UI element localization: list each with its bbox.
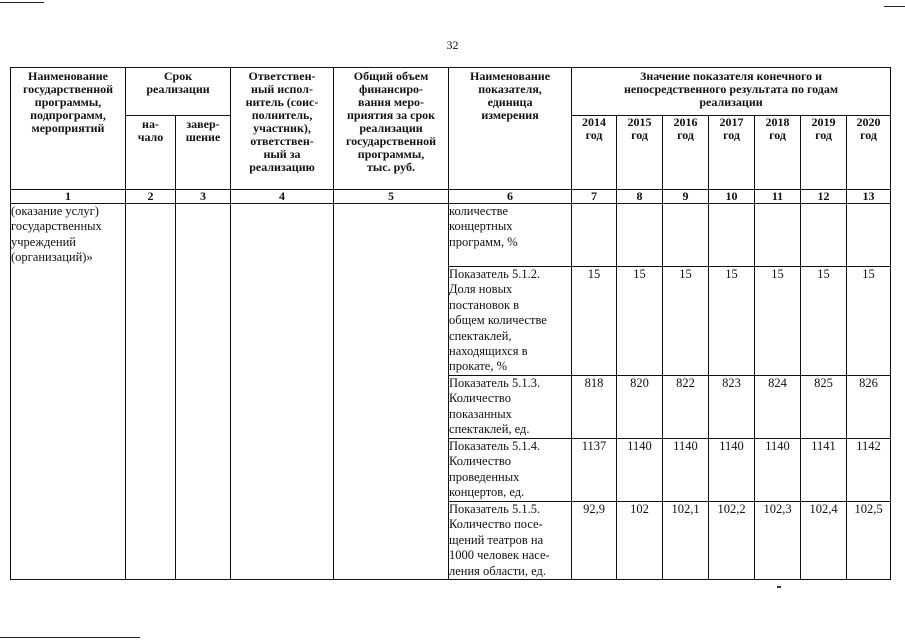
- text-line: Показатель 5.1.4.: [449, 439, 541, 453]
- value-cell: 15: [572, 267, 617, 376]
- header-year: 2014 год: [572, 116, 617, 190]
- column-number: 5: [334, 190, 449, 204]
- value-cell: 1140: [709, 439, 755, 502]
- column-number: 3: [176, 190, 231, 204]
- text-line: финансиро-: [359, 82, 423, 96]
- text-line: государственной: [345, 134, 437, 148]
- text-line: единица: [487, 95, 533, 109]
- indicator-cell: [449, 267, 572, 376]
- header-values-by-year: [572, 68, 891, 116]
- program-name-cell: [11, 204, 126, 580]
- text-line: Общий объем: [353, 69, 429, 83]
- column-number: 8: [617, 190, 663, 204]
- value-cell: 15: [617, 267, 663, 376]
- column-number: 2: [126, 190, 176, 204]
- value-cell: 1142: [847, 439, 891, 502]
- value-cell: 15: [755, 267, 801, 376]
- value-cell: 826: [847, 376, 891, 439]
- column-number: 10: [709, 190, 755, 204]
- value-cell: 15: [801, 267, 847, 376]
- value-cell: 92,9: [572, 502, 617, 580]
- value-cell: [709, 204, 755, 267]
- scan-mark: [777, 586, 781, 588]
- text-line: Показатель 5.1.3.: [449, 376, 541, 390]
- text-line: государственной: [22, 82, 114, 96]
- text-line: ления области, ед.: [449, 563, 546, 578]
- text-line: тыс. руб.: [367, 160, 415, 174]
- text-line: спектаклей,: [449, 328, 512, 343]
- text-line: шение: [185, 130, 221, 144]
- column-number-row: [11, 190, 891, 204]
- value-cell: 820: [617, 376, 663, 439]
- funding-cell: [334, 204, 449, 580]
- column-number: 11: [755, 190, 801, 204]
- value-cell: [847, 204, 891, 267]
- header-year: 2015 год: [617, 116, 663, 190]
- text-line: постановок в: [449, 297, 520, 312]
- table-row: [11, 204, 891, 267]
- text-line: вания меро-: [358, 95, 424, 109]
- text-line: ответствен-: [250, 134, 314, 148]
- period-start-cell: [126, 204, 176, 580]
- text-line: Показатель 5.1.5.: [449, 502, 541, 516]
- header-program-name: [11, 68, 126, 190]
- value-cell: 15: [663, 267, 709, 376]
- text-line: (оказание услуг): [11, 204, 99, 218]
- value-cell: 824: [755, 376, 801, 439]
- value-cell: 822: [663, 376, 709, 439]
- text-line: Наименование: [470, 69, 551, 83]
- header-indicator: [449, 68, 572, 190]
- value-cell: [755, 204, 801, 267]
- text-line: прокате, %: [449, 359, 507, 374]
- text-line: учреждений: [11, 234, 76, 249]
- text-line: чало: [137, 130, 164, 144]
- value-cell: [801, 204, 847, 267]
- text-line: ный испол-: [251, 82, 313, 96]
- value-cell: 102,1: [663, 502, 709, 580]
- text-line: Количество: [449, 391, 511, 406]
- text-line: на-: [142, 117, 159, 131]
- value-cell: 102,2: [709, 502, 755, 580]
- column-number: 13: [847, 190, 891, 204]
- scan-line-top-left: [0, 2, 44, 3]
- text-line: реализации: [146, 82, 210, 96]
- text-line: (организаций)»: [11, 250, 93, 265]
- text-line: Ответствен-: [248, 69, 316, 83]
- text-line: программы,: [34, 95, 102, 109]
- value-cell: 102: [617, 502, 663, 580]
- text-line: Наименование: [28, 69, 108, 83]
- indicator-cell: [449, 204, 572, 267]
- page-number: 32: [446, 38, 459, 52]
- text-line: общем количестве: [449, 313, 547, 328]
- scan-line-bottom-left: [0, 637, 140, 638]
- value-cell: 1140: [663, 439, 709, 502]
- value-cell: 1141: [801, 439, 847, 502]
- text-line: количестве: [449, 204, 508, 218]
- text-line: программы,: [357, 147, 425, 161]
- value-cell: 825: [801, 376, 847, 439]
- column-number: 1: [11, 190, 126, 204]
- text-line: щений театров на: [449, 532, 544, 547]
- header-year: 2016 год: [663, 116, 709, 190]
- value-cell: 15: [709, 267, 755, 376]
- text-line: нитель (соис-: [245, 95, 319, 109]
- text-line: реализации: [359, 121, 423, 135]
- text-line: завер-: [186, 117, 220, 131]
- text-line: Доля новых: [449, 282, 513, 297]
- header-responsible: [231, 68, 334, 190]
- text-line: Количество: [449, 454, 511, 469]
- text-line: мероприятий: [31, 121, 105, 135]
- text-line: 1000 человек насе-: [449, 548, 550, 563]
- text-line: спектаклей, ед.: [449, 422, 530, 437]
- text-line: Показатель 5.1.2.: [449, 267, 541, 281]
- indicator-table: [10, 67, 891, 580]
- value-cell: 1137: [572, 439, 617, 502]
- text-line: концертов, ед.: [449, 485, 525, 500]
- value-cell: 102,3: [755, 502, 801, 580]
- value-cell: 102,4: [801, 502, 847, 580]
- value-cell: 1140: [617, 439, 663, 502]
- text-line: концертных: [449, 219, 513, 234]
- text-line: подпрограмм,: [30, 108, 106, 122]
- column-number: 6: [449, 190, 572, 204]
- value-cell: 102,5: [847, 502, 891, 580]
- header-year: 2020 год: [847, 116, 891, 190]
- text-line: Количество посе-: [449, 517, 543, 532]
- text-line: реализацию: [249, 160, 315, 174]
- value-cell: 15: [847, 267, 891, 376]
- text-line: реализации: [699, 95, 763, 109]
- header-period-start: [126, 116, 176, 190]
- indicator-cell: [449, 376, 572, 439]
- header-year: 2017 год: [709, 116, 755, 190]
- responsible-cell: [231, 204, 334, 580]
- text-line: ный за: [263, 147, 301, 161]
- header-year: 2019 год: [801, 116, 847, 190]
- text-line: приятия за срок: [347, 108, 436, 122]
- value-cell: 1140: [755, 439, 801, 502]
- text-line: программ, %: [449, 234, 518, 249]
- period-end-cell: [176, 204, 231, 580]
- value-cell: [617, 204, 663, 267]
- value-cell: 823: [709, 376, 755, 439]
- indicator-cell: [449, 439, 572, 502]
- header-period-end: [176, 116, 231, 190]
- text-line: показателя,: [478, 82, 542, 96]
- header-funding: [334, 68, 449, 190]
- text-line: измерения: [481, 108, 539, 122]
- text-line: полнитель,: [251, 108, 313, 122]
- text-line: непосредственного результата по годам: [624, 82, 839, 96]
- column-number: 7: [572, 190, 617, 204]
- text-line: государственных: [11, 219, 102, 234]
- column-number: 4: [231, 190, 334, 204]
- indicator-cell: [449, 502, 572, 580]
- scan-line-top-right: [884, 6, 905, 7]
- text-line: Значение показателя конечного и: [640, 69, 823, 83]
- text-line: находящихся в: [449, 344, 528, 359]
- column-number: 9: [663, 190, 709, 204]
- text-line: участник),: [253, 121, 311, 135]
- column-number: 12: [801, 190, 847, 204]
- header-period: [126, 68, 231, 116]
- text-line: показанных: [449, 406, 512, 421]
- value-cell: [572, 204, 617, 267]
- value-cell: 818: [572, 376, 617, 439]
- value-cell: [663, 204, 709, 267]
- header-year: 2018 год: [755, 116, 801, 190]
- text-line: Срок: [163, 69, 193, 83]
- text-line: проведенных: [449, 469, 520, 484]
